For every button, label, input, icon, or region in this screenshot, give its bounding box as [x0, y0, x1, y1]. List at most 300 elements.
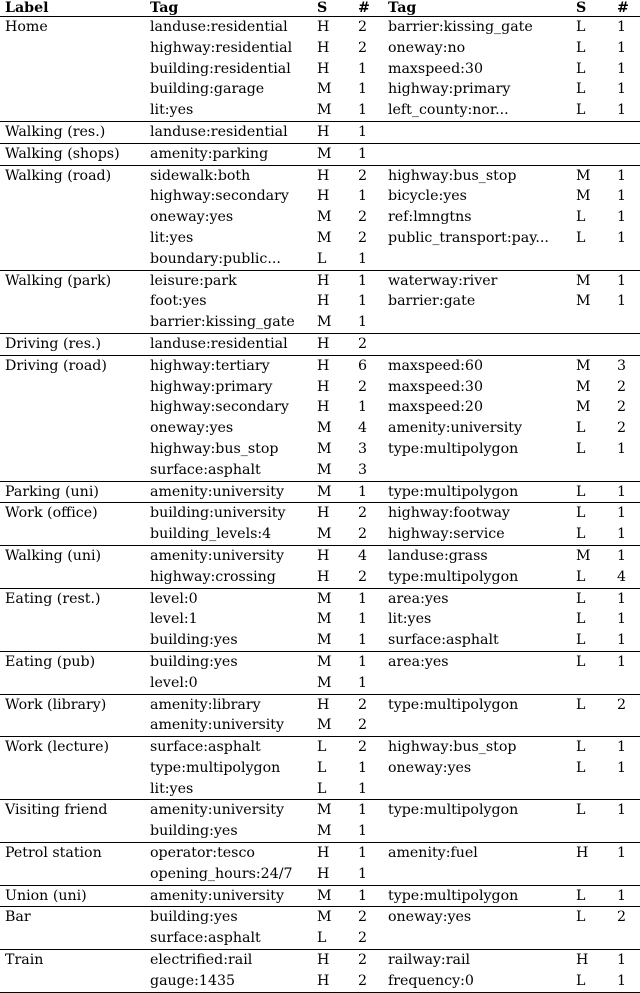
strength-cell: M: [310, 143, 346, 165]
table-row: [0, 779, 640, 800]
tag-cell: type:multipolygon: [388, 440, 519, 457]
count-cell: 1: [358, 250, 368, 267]
table-row: [0, 143, 640, 165]
strength-cell: M: [317, 81, 332, 98]
tag-cell: foot:yes: [150, 293, 207, 310]
table-row: [0, 165, 640, 186]
tag-cell: amenity:university: [388, 420, 523, 437]
tag-cell: lit:yes: [150, 229, 194, 246]
count-cell: 1: [617, 526, 627, 543]
count-cell: 2: [346, 971, 383, 992]
count-cell: [605, 121, 640, 143]
strength-cell: L: [576, 759, 586, 776]
count-cell: 2: [358, 229, 368, 246]
table-row: [0, 312, 640, 333]
strength-cell: L: [569, 971, 605, 992]
label-cell: Work (library): [0, 694, 145, 715]
count-cell: 1: [358, 314, 368, 331]
tag-cell: landuse:residential: [150, 19, 288, 35]
strength-cell: H: [317, 378, 330, 395]
label-cell: [0, 249, 145, 270]
strength-cell: [569, 673, 605, 694]
tag-cell: amenity:university: [150, 717, 285, 734]
label-cell: [0, 377, 145, 398]
strength-cell: L: [317, 250, 327, 267]
tag-cell: oneway:yes: [383, 907, 569, 928]
label-cell: Visiting friend: [0, 800, 145, 821]
label-cell: [0, 418, 145, 439]
strength-cell: L: [576, 102, 586, 119]
count-cell: 1: [358, 632, 368, 649]
tag-cell: area:yes: [383, 651, 569, 672]
label-cell: Work (office): [0, 503, 145, 524]
strength-cell: H: [317, 399, 330, 416]
count-cell: 3: [358, 461, 368, 478]
tag-cell: highway:residential: [150, 39, 293, 56]
tag-cell: highway:service: [388, 526, 505, 543]
header-row: [0, 0, 640, 17]
header-tag: Tag: [388, 0, 417, 16]
label-cell: Walking (uni): [0, 545, 145, 566]
strength-cell: M: [317, 461, 332, 478]
count-cell: 1: [617, 81, 627, 98]
tag-cell: landuse:residential: [145, 121, 310, 143]
label-cell: [0, 207, 145, 228]
table-row: [0, 885, 640, 907]
count-cell: 1: [617, 229, 627, 246]
tag-cell: [383, 821, 569, 842]
tag-cell: highway:tertiary: [145, 355, 310, 376]
tag-cell: gauge:1435: [145, 971, 310, 992]
strength-cell: L: [576, 60, 586, 77]
strength-cell: M: [569, 165, 605, 186]
count-cell: 1: [605, 588, 640, 609]
table-row: [0, 100, 640, 121]
strength-cell: H: [310, 121, 346, 143]
header-s: S: [576, 0, 587, 16]
tag-cell: electrified:rail: [145, 950, 310, 971]
table-row: [0, 121, 640, 143]
label-cell: [0, 758, 145, 779]
strength-cell: M: [317, 717, 332, 734]
count-cell: 2: [358, 19, 368, 35]
strength-cell: L: [576, 39, 586, 56]
strength-cell: M: [317, 102, 332, 119]
header-count: #: [358, 0, 370, 16]
label-cell: Bar: [0, 907, 145, 928]
table-row: [0, 545, 640, 566]
strength-cell: L: [569, 481, 605, 503]
label-cell: [0, 439, 145, 460]
strength-cell: M: [569, 355, 605, 376]
strength-cell: L: [569, 737, 605, 758]
tag-cell: waterway:river: [383, 270, 569, 291]
count-cell: 1: [617, 188, 627, 205]
tag-cell: level:1: [150, 611, 198, 628]
table-row: [0, 481, 640, 503]
tag-cell: highway:secondary: [150, 188, 289, 205]
tag-cell: barrier:kissing_gate: [150, 314, 295, 331]
tag-cell: building:yes: [150, 632, 238, 649]
strength-cell: H: [310, 843, 346, 864]
count-cell: [605, 249, 640, 270]
count-cell: [605, 715, 640, 736]
count-cell: 2: [346, 333, 383, 355]
count-cell: 4: [358, 420, 368, 437]
count-cell: [605, 143, 640, 165]
label-cell: [0, 779, 145, 800]
tag-cell: maxspeed:60: [383, 355, 569, 376]
strength-cell: H: [569, 950, 605, 971]
strength-cell: H: [310, 503, 346, 524]
strength-cell: L: [576, 568, 586, 585]
count-cell: [605, 312, 640, 333]
tag-cell: [383, 864, 569, 885]
label-cell: [0, 630, 145, 651]
tag-cell: building:yes: [150, 823, 238, 840]
table-row: [0, 928, 640, 949]
count-cell: 1: [605, 800, 640, 821]
count-cell: 3: [605, 355, 640, 376]
count-cell: 1: [346, 143, 383, 165]
tag-cell: lit:yes: [150, 780, 194, 797]
tag-cell: building_levels:4: [150, 526, 272, 543]
tag-cell: surface:asphalt: [150, 461, 261, 478]
table-row: [0, 715, 640, 736]
tag-cell: building:garage: [150, 81, 265, 98]
strength-cell: H: [569, 843, 605, 864]
table-row: [0, 249, 640, 270]
tag-cell: building:yes: [145, 651, 310, 672]
count-cell: [605, 779, 640, 800]
table-row: [0, 377, 640, 398]
count-cell: 1: [346, 651, 383, 672]
tag-cell: highway:bus_stop: [150, 440, 279, 457]
strength-cell: H: [310, 333, 346, 355]
table-row: [0, 355, 640, 376]
strength-cell: L: [317, 780, 327, 797]
count-cell: 1: [346, 843, 383, 864]
table-row: [0, 673, 640, 694]
strength-cell: M: [310, 800, 346, 821]
count-cell: [605, 821, 640, 842]
count-cell: 1: [358, 759, 368, 776]
tag-cell: amenity:parking: [145, 143, 310, 165]
tag-cell: opening_hours:24/7: [150, 865, 293, 882]
strength-cell: H: [310, 950, 346, 971]
tag-cell: highway:secondary: [150, 399, 289, 416]
tag-cell: operator:tesco: [145, 843, 310, 864]
label-cell: Petrol station: [0, 843, 145, 864]
count-cell: 1: [605, 165, 640, 186]
label-cell: Driving (res.): [0, 333, 145, 355]
strength-cell: M: [317, 632, 332, 649]
tag-cell: amenity:university: [145, 800, 310, 821]
strength-cell: H: [310, 545, 346, 566]
strength-cell: M: [576, 399, 591, 416]
tag-cell: [383, 143, 569, 165]
table-row: [0, 843, 640, 864]
label-cell: Driving (road): [0, 355, 145, 376]
strength-cell: L: [310, 737, 346, 758]
strength-cell: [569, 143, 605, 165]
strength-cell: H: [310, 165, 346, 186]
count-cell: 1: [617, 611, 627, 628]
strength-cell: H: [317, 568, 330, 585]
count-cell: 1: [358, 865, 368, 882]
strength-cell: [569, 928, 605, 949]
label-cell: Walking (road): [0, 165, 145, 186]
strength-cell: H: [317, 39, 330, 56]
strength-cell: H: [317, 293, 330, 310]
table-row: [0, 950, 640, 971]
count-cell: 1: [346, 588, 383, 609]
table-row: [0, 503, 640, 524]
strength-cell: H: [310, 270, 346, 291]
table-row: [0, 609, 640, 630]
tag-cell: amenity:library: [145, 694, 310, 715]
count-cell: 2: [617, 399, 627, 416]
count-cell: 1: [605, 950, 640, 971]
tag-cell: type:multipolygon: [383, 694, 569, 715]
label-cell: Walking (shops): [0, 143, 145, 165]
tag-cell: highway:bus_stop: [383, 165, 569, 186]
tag-cell: [383, 121, 569, 143]
strength-cell: M: [317, 526, 332, 543]
table-row: [0, 651, 640, 672]
tag-cell: lit:yes: [388, 611, 432, 628]
tag-cell: surface:asphalt: [145, 737, 310, 758]
strength-cell: [569, 460, 605, 481]
strength-cell: M: [310, 481, 346, 503]
tag-cell: type:multipolygon: [388, 568, 519, 585]
label-cell: Walking (park): [0, 270, 145, 291]
strength-cell: [569, 779, 605, 800]
tag-cell: [383, 715, 569, 736]
count-cell: 1: [346, 800, 383, 821]
count-cell: 1: [358, 188, 368, 205]
tag-cell: landuse:residential: [145, 333, 310, 355]
strength-cell: [569, 249, 605, 270]
strength-cell: M: [569, 545, 605, 566]
tag-cell: [383, 249, 569, 270]
table-row: [0, 397, 640, 418]
table-row: [0, 186, 640, 207]
count-cell: 1: [617, 632, 627, 649]
label-cell: [0, 100, 145, 121]
strength-cell: L: [576, 209, 586, 226]
strength-cell: H: [310, 694, 346, 715]
count-cell: [605, 673, 640, 694]
tag-cell: boundary:public...: [150, 250, 281, 267]
table-row: [0, 737, 640, 758]
tag-cell: area:yes: [383, 588, 569, 609]
header-label: Label: [5, 0, 49, 16]
table-row: [0, 38, 640, 59]
tag-cell: [383, 333, 569, 355]
strength-cell: L: [576, 420, 586, 437]
strength-cell: [569, 333, 605, 355]
count-cell: 2: [358, 930, 368, 947]
count-cell: 2: [346, 950, 383, 971]
count-cell: 1: [605, 971, 640, 992]
count-cell: 1: [346, 121, 383, 143]
strength-cell: L: [317, 930, 327, 947]
strength-cell: M: [317, 440, 332, 457]
tag-cell: amenity:university: [145, 885, 310, 907]
strength-cell: H: [317, 60, 330, 77]
count-cell: 1: [358, 674, 368, 691]
count-cell: 1: [358, 611, 368, 628]
tag-cell: maxspeed:30: [388, 60, 483, 77]
count-cell: [605, 864, 640, 885]
table-row: [0, 758, 640, 779]
label-cell: [0, 673, 145, 694]
tag-cell: ref:lmngtns: [388, 209, 472, 226]
tag-cell: [383, 460, 569, 481]
count-cell: 2: [346, 907, 383, 928]
label-cell: Eating (rest.): [0, 588, 145, 609]
table-row: [0, 228, 640, 249]
count-cell: 1: [358, 780, 368, 797]
table-row: [0, 207, 640, 228]
tag-cell: sidewalk:both: [145, 165, 310, 186]
label-cell: [0, 460, 145, 481]
count-cell: 3: [358, 440, 368, 457]
header-tag: Tag: [150, 0, 179, 16]
table-row: [0, 630, 640, 651]
label-cell: [0, 524, 145, 545]
label-cell: Eating (pub): [0, 651, 145, 672]
count-cell: 2: [358, 209, 368, 226]
tag-cell: amenity:university: [145, 545, 310, 566]
count-cell: 1: [605, 737, 640, 758]
strength-cell: [569, 864, 605, 885]
table-body: [0, 17, 640, 993]
count-cell: [605, 928, 640, 949]
label-cell: Parking (uni): [0, 481, 145, 503]
strength-cell: M: [310, 885, 346, 907]
strength-cell: L: [576, 632, 586, 649]
count-cell: 1: [605, 481, 640, 503]
tag-cell: oneway:no: [388, 39, 466, 56]
count-cell: 1: [358, 102, 368, 119]
strength-cell: L: [317, 759, 327, 776]
label-cell: Walking (res.): [0, 121, 145, 143]
strength-cell: L: [569, 800, 605, 821]
count-cell: 1: [358, 399, 368, 416]
strength-cell: L: [569, 588, 605, 609]
strength-cell: H: [310, 355, 346, 376]
tag-cell: frequency:0: [383, 971, 569, 992]
tag-cell: type:multipolygon: [383, 481, 569, 503]
tag-cell: left_county:nor...: [388, 102, 509, 119]
tag-cell: highway:primary: [388, 81, 511, 98]
count-cell: 4: [346, 545, 383, 566]
count-cell: 2: [358, 39, 368, 56]
count-cell: 2: [605, 907, 640, 928]
count-cell: 1: [617, 209, 627, 226]
tag-cell: highway:crossing: [150, 568, 276, 585]
label-cell: [0, 397, 145, 418]
label-cell: [0, 567, 145, 588]
tag-cell: oneway:yes: [150, 420, 234, 437]
table-row: [0, 821, 640, 842]
strength-cell: M: [317, 611, 332, 628]
count-cell: 1: [605, 843, 640, 864]
label-cell: [0, 971, 145, 992]
tag-cell: surface:asphalt: [388, 632, 499, 649]
tag-cell: lit:yes: [150, 102, 194, 119]
table-row: [0, 17, 640, 38]
tag-cell: leisure:park: [145, 270, 310, 291]
count-cell: 2: [346, 503, 383, 524]
strength-cell: L: [569, 694, 605, 715]
tag-cell: maxspeed:30: [388, 378, 483, 395]
tag-cell: oneway:yes: [150, 209, 234, 226]
count-cell: 2: [346, 165, 383, 186]
label-cell: Union (uni): [0, 885, 145, 907]
strength-cell: L: [576, 611, 586, 628]
strength-cell: L: [576, 526, 586, 543]
strength-cell: H: [317, 188, 330, 205]
tag-cell: type:multipolygon: [150, 759, 281, 776]
strength-cell: [569, 715, 605, 736]
count-cell: 2: [358, 568, 368, 585]
tag-cell: public_transport:pay...: [388, 229, 549, 246]
count-cell: 2: [605, 694, 640, 715]
label-cell: Train: [0, 950, 145, 971]
table-row: [0, 864, 640, 885]
strength-cell: L: [576, 440, 586, 457]
table-row: [0, 418, 640, 439]
table-row: [0, 907, 640, 928]
table-row: [0, 800, 640, 821]
tag-cell: [383, 779, 569, 800]
table-row: [0, 270, 640, 291]
strength-cell: H: [317, 19, 330, 35]
strength-cell: M: [317, 209, 332, 226]
count-cell: 1: [617, 293, 627, 310]
tag-cell: railway:rail: [383, 950, 569, 971]
table-row: [0, 439, 640, 460]
strength-cell: L: [569, 651, 605, 672]
count-cell: 1: [358, 293, 368, 310]
count-cell: 1: [358, 60, 368, 77]
table-row: [0, 291, 640, 312]
strength-cell: M: [317, 229, 332, 246]
count-cell: 1: [605, 545, 640, 566]
count-cell: 1: [617, 19, 627, 35]
tag-cell: barrier:gate: [388, 293, 476, 310]
table-row: [0, 971, 640, 992]
count-cell: 2: [617, 378, 627, 395]
tag-cell: building:residential: [150, 60, 291, 77]
tag-cell: [383, 928, 569, 949]
strength-cell: M: [317, 314, 332, 331]
tag-cell: building:yes: [145, 907, 310, 928]
count-cell: 1: [617, 440, 627, 457]
tag-cell: oneway:yes: [388, 759, 472, 776]
count-cell: 6: [346, 355, 383, 376]
tag-cell: level:0: [150, 674, 198, 691]
count-cell: 1: [617, 102, 627, 119]
strength-cell: L: [576, 19, 586, 35]
count-cell: 2: [346, 694, 383, 715]
strength-cell: L: [569, 885, 605, 907]
table-row: [0, 460, 640, 481]
tag-cell: level:0: [145, 588, 310, 609]
